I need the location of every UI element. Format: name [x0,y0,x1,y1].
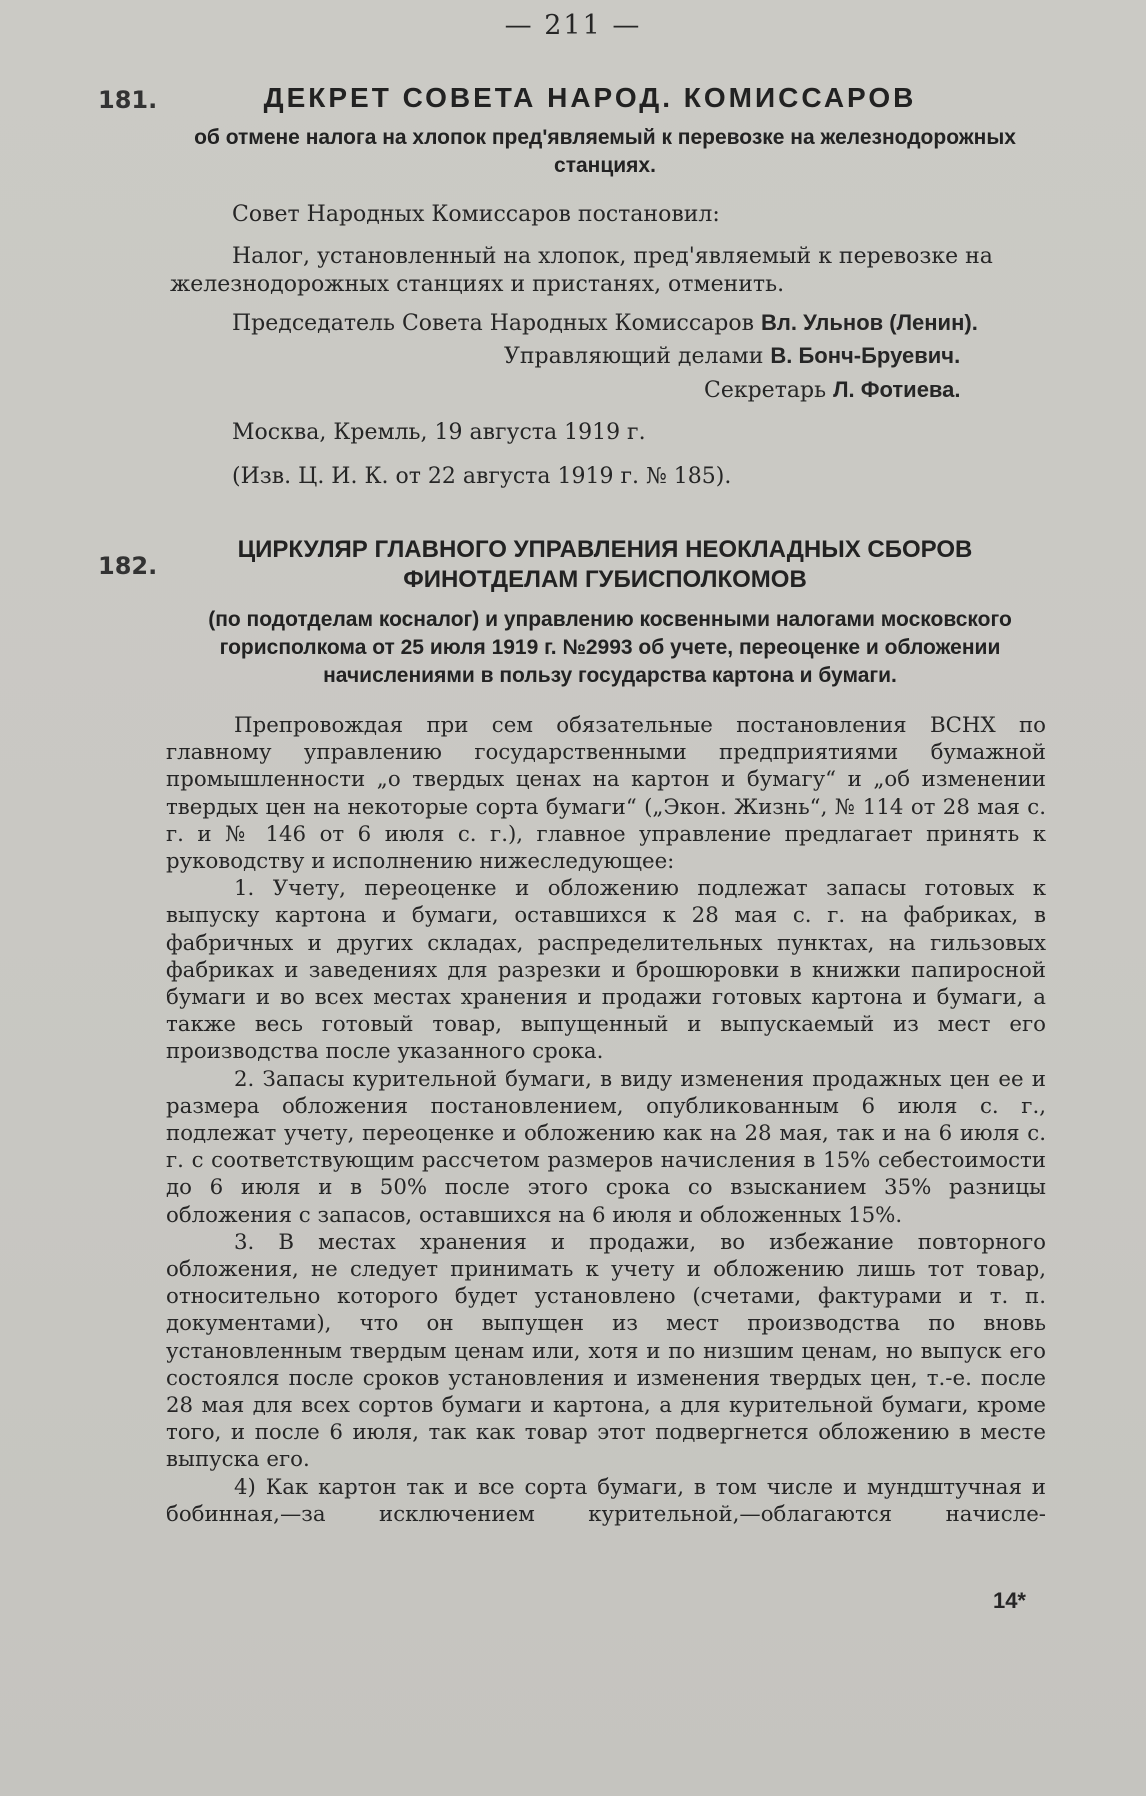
doc-181-subtitle: об отмене налога на хлопок пред'являемый к перевозке на железнодорожных станциях. [194,126,1016,177]
manager-role: Управляющий делами [504,344,764,369]
doc-182-number: 182. [98,552,158,580]
doc-181-title: ДЕКРЕТ СОВЕТА НАРОД. КОМИССАРОВ [263,82,917,113]
doc-181-manager [504,343,1146,369]
doc-181-source: (Изв. Ц. И. К. от 22 августа 1919 г. № 185). [232,464,732,489]
manager-name: В. Бонч-Бруевич. [770,343,961,368]
doc-182-paragraph: 2. Запасы курительной бумаги, в виду изменения продажных цен ее и размера обложения постановлением, опубликованным 6 июля с. г., подлежат учету, переоценке и обложению как на 28 мая, так и на 6 июля с. г. с соответствующим рассчетом размеров начисления в 15% себестоимости до 6 июля и в 50% после этого срока со взысканием 35% разницы обложения с запасов, оставшихся на 6 июля и обложенных 15%. [166,1066,1046,1228]
doc-181-number: 181. [98,86,158,114]
doc-182-paragraph: 4) Как картон так и все сорта бумаги, в том числе и мундштучная и бобинная,—за исключением курительной,—облагаются начисле- [166,1474,1046,1527]
doc-181-chair [232,310,1106,336]
doc-181-text-line-2: железнодорожных станциях и пристанях, отменить. [170,272,785,297]
doc-181-preamble: Совет Народных Комиссаров постановил: [232,202,720,227]
secretary-role: Секретарь [704,378,827,403]
page-number: — 211 — [504,10,642,41]
chair-name: Вл. Ульнов (Ленин). [761,310,978,335]
doc-181-secretary [704,377,1146,403]
doc-182-body [166,712,1046,1528]
doc-181-place-date: Москва, Кремль, 19 августа 1919 г. [232,420,646,445]
signature-mark: 14* [992,1588,1026,1613]
doc-182-title: ЦИРКУЛЯР ГЛАВНОГО УПРАВЛЕНИЯ НЕОКЛАДНЫХ СБОРОВ ФИНОТДЕЛАМ ГУБИСПОЛКОМОВ [237,536,973,593]
doc-181-text-line-1: Налог, установленный на хлопок, пред'являемый к перевозке на [232,244,993,269]
doc-182-paragraph: 3. В местах хранения и продажи, во избежание повторного обложения, не следует принимать к учету и обложению лишь тот товар, относительно которого будет установлено (счетами, фактурами и т. п. документами), что он выпущен из мест производства по вновь установленным твердым ценам или, хотя и по низшим ценам, но выпуск его состоялся после сроков установления и изменения твердых цен, т.-е. после 28 мая для всех сортов бумаги и картона, а для курительной бумаги, кроме того, и после 6 июля, так как товар этот подвергнется обложению в месте выпуска его. [166,1229,1046,1473]
doc-182-paragraph: 1. Учету, переоценке и обложению подлежат запасы готовых к выпуску картона и бумаги, оставшихся к 28 мая с. г. на фабриках, в фабричных и других складах, распределительных пунктах, на гильзовых фабриках и заведениях для разрезки и брошюровки в книжки папиросной бумаги и во всех местах хранения и продажи готовых картона и бумаги, а также весь готовый товар, выпущенный и выпускаемый из мест его производства после указанного срока. [166,876,1046,1065]
doc-182-subtitle: (по подотделам косналог) и управлению косвенными налогами московского горисполкома от 25 июля 1919 г. №2993 об учете, переоценке и обложении начислениями в пользу государства картона и бумаги. [208,608,1012,687]
chair-role: Председатель Совета Народных Комиссаров [232,311,755,336]
secretary-name: Л. Фотиева. [833,377,961,402]
doc-182-paragraph: Препровождая при сем обязательные постановления ВСНХ по главному управлению государственными предприятиями бумажной промышленности „о твердых ценах на картон и бумагу“ и „об изменении твердых цен на некоторые сорта бумаги“ („Экон. Жизнь“, № 114 от 28 мая с. г. и № 146 от 6 июля с. г.), главное управление предлагает принять к руководству и исполнению нижеследующее: [166,713,1046,875]
